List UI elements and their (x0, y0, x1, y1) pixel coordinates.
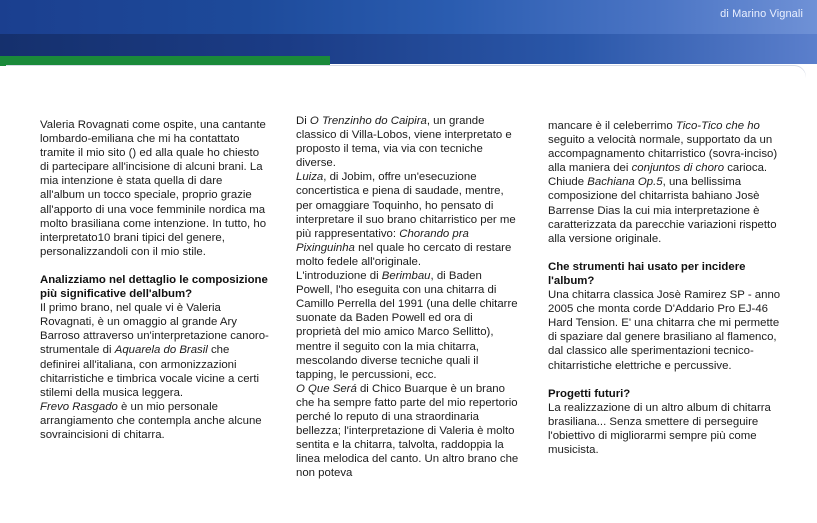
col2-paragraph-3: L'introduzione di Berimbau, di Baden Powell, l'ho eseguita con una chitarra di Camillo Perrella del 1991 (una delle chitarre suonate da Baden Powell ed ora di proprietà del mio amico Marco Sellitto), mentre il seguito con la mia chitarra, mescolando diverse tecniche quali il tapping, le percussioni, ecc. (296, 270, 518, 381)
col3-paragraph-2: Una chitarra classica Josè Ramirez SP - anno 2005 che monta corde D'Addario Pro EJ-46 Hard Tension. E' una chitarra che mi permette di spaziare dal genere brasiliano al flamenco, dal classico alle sperimentazioni tecnico-chitarristiche elettriche e percussive. (548, 289, 781, 372)
col3-paragraph-3: La realizzazione di un altro album di chitarra brasiliana... Senza smettere di perseguire l'obiettivo di migliorarmi sempre più come musicista. (548, 401, 771, 456)
author-byline: di Marino Vignali (720, 8, 803, 20)
col2-paragraph-1: Di O Trenzinho do Caipira, un grande classico di Villa-Lobos, viene interpretato e proposto il tema, via via con tecniche diverse. (296, 115, 512, 170)
col1-question-1: Analizziamo nel dettaglio le composizione più significative dell'album? (40, 273, 268, 301)
col1-paragraph-1: Valeria Rovagnati come ospite, una cantante lombardo-emiliana che mi ha contattato tramite il mio sito () ed alla quale ho chiesto di partecipare all'incisione di alcuni brani. La mia intenzione è stata quella di dare all'album un tocco speciale, proprio grazie all'apporto di una voce femminile nordica ma molto brasiliana come intenzione. In tutto, ho interpretato10 brani tipici del genere, personalizzandoli con il mio stile. (40, 119, 267, 258)
col3-question-2: Progetti futuri? (548, 387, 631, 400)
col1-paragraph-2: Il primo brano, nel quale vi è Valeria Rovagnati, è un omaggio al grande Ary Barroso attraverso un'interpretazione canoro-strumentale di Aquarela do Brasil che definirei all'italiana, con armonizzazioni chitarristiche e timbrica vocale vicine a certi stilemi della musica leggera. (40, 302, 269, 399)
col3-question-1: Che strumenti hai usato per incidere l'album? (548, 260, 746, 287)
green-accent-band (0, 56, 330, 66)
column-3 (548, 119, 784, 457)
col2-paragraph-2: Luiza, di Jobim, offre un'esecuzione concertistica e piena di saudade, mentre, per omaggiare Toquinho, ho pensato di interpretare il suo brano chitarristico per me più rappresentativo: Chorando pra Pixinguinha nel quale ho cercato di restare molto fedele all'originale. (296, 171, 516, 268)
column-1 (40, 118, 270, 442)
col2-paragraph-4: O Que Será di Chico Buarque è un brano che ha sempre fatto parte del mio repertorio perché lo reputo di una straordinaria bellezza; l'interpretazione di Valeria è molto sentita e la chitarra, talvolta, raddoppia la linea melodica del canto. Un altro brano che non poteva (296, 382, 519, 480)
col1-paragraph-3: Frevo Rasgado è un mio personale arrangiamento che contempla anche alcune sovraincisioni di chitarra. (40, 400, 262, 441)
column-2 (296, 114, 520, 480)
article-panel (6, 66, 806, 518)
col3-paragraph-1: mancare è il celeberrimo Tico-Tico che ho seguito a velocità normale, supportato da un accompagnamento chitarristico (sovra-inciso) alla maniera dei conjuntos di choro carioca. Chiude Bachiana Op.5, una bellissima composizione del chitarrista bahiano Josè Barrense Dias la cui mia interpretazione è caratterizzata da parecchie variazioni rispetto alla versione originale. (548, 120, 778, 245)
